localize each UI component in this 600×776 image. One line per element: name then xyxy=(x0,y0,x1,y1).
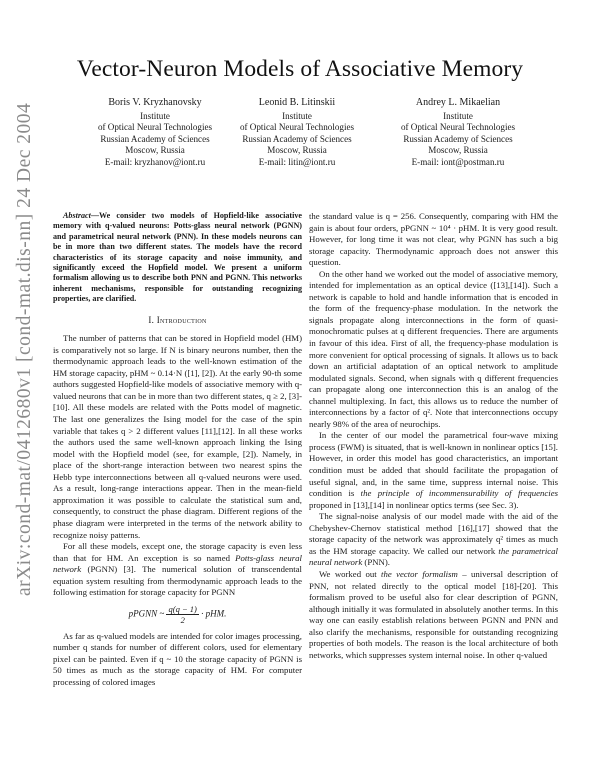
equation-fraction xyxy=(166,604,198,625)
author-name: Boris V. Kryzhanovsky xyxy=(108,97,202,108)
author-affil: Russian Academy of Sciences xyxy=(242,133,352,144)
author-name: Leonid B. Litinskii xyxy=(258,97,336,108)
author-email[interactable]: E-mail: kryzhanov@iont.ru xyxy=(104,156,206,167)
author-location: Moscow, Russia xyxy=(267,145,327,156)
author-affil: Institute xyxy=(443,110,473,121)
author-affil: of Optical Neural Technologies xyxy=(239,122,355,133)
paragraph-text: (PNN). xyxy=(362,557,390,568)
arxiv-id[interactable]: arXiv:cond-mat/0412680v1 [cond-mat.dis-nn] 24 Dec 2004 xyxy=(14,102,35,596)
paragraph-text: In the center of our model the parametrical four-wave mixing process (FWM) is situated, that is well-known in nonlinear optics [15]. However, in order this model has good characteristics, an important condition must be added that should facilitate the propagation of useful signal, and, in the same time, suppress internal noise. This condition is xyxy=(309,430,558,499)
author-location: Moscow, Russia xyxy=(428,145,488,156)
paragraph xyxy=(53,541,302,599)
emphasis: the parametrical neural network xyxy=(309,545,558,568)
paragraph-text: – universal description of PNN, not related directly to the optical model [18]-[20]. This formalism proved to be useful also for clear description of PGNN, although initially it was formulated in absolutely another terms. In this way one can easily establish relations between PGNN and PNN and also clarify the mechanisms, responsible for outstanding recognizing properties of both models. The reason is the local architecture of both networks, which suppresses system internal noise. In other q-valued xyxy=(309,568,558,660)
author-affil: Russian Academy of Sciences xyxy=(403,133,513,144)
abstract-text: —We consider two models of Hopfield-like associative memory with q-valued neurons: Potts-glass neural network (PGNN) and parametrical neural network (PNN). In these models neurons can be in more than two different states. The models have the record characteristics of its storage capacity and noise immunity, and significantly exceed the Hopfield model. We present a uniform formalism allowing us to describe both PNN and PGNN. This networks inherent mechanisms, responsible for outstanding recognizing properties, are clarified. xyxy=(53,211,302,304)
paragraph xyxy=(309,569,558,661)
paragraph-text: For all these models, except one, the storage capacity is even less than that for HM. An exception is so named xyxy=(53,541,302,563)
left-column xyxy=(53,211,302,689)
author-2 xyxy=(222,97,372,169)
paragraph: As far as q-valued models are intended for color images processing, number q stands for number of different colors, used for elementary pixel can be painted. Even if q ~ 10 the storage capacity of PGNN is 50 times as much as the storage capacity of HM. For computer processing of colored images xyxy=(53,630,302,687)
abstract-label: Abstract xyxy=(63,211,91,220)
fraction-numerator: q(q − 1) xyxy=(168,603,197,614)
author-location: Moscow, Russia xyxy=(125,145,185,156)
paragraph: On the other hand we worked out the model of associative memory, intended for implementation as an optical device ([13],[14]). Such a network is capable to hold and handle information that is encoded in the form of the frequency-phase modulation. In the network the signals propagate along interconnections in the form of quasi-monochromatic pulses at q different frequencies. There are arguments in favour of this idea. First of all, the frequency-phase modulation is more convenient for optical processing of signals. It allows us to back down an artificial adaptation of an optical network to amplitude modulated signals. Second, when signals with q different frequencies can propagate along one interconnection this is an analog of the channel multiplexing. In fact, this allows us to reduce the number of interconnections by a factor of q². Note that interconnections occupy nearly 98% of the area of neurochips. xyxy=(309,268,558,429)
equation-lhs: pPGNN ~ xyxy=(128,608,165,619)
paragraph-text: proponed in [13],[14] in nonlinear optics terms (see Sec. 3). xyxy=(309,499,519,510)
emphasis: the vector formalism xyxy=(381,568,458,579)
fraction-denominator: 2 xyxy=(180,614,185,625)
author-email[interactable]: E-mail: iont@postman.ru xyxy=(411,156,505,167)
author-affil: of Optical Neural Technologies xyxy=(97,122,213,133)
paragraph: The number of patterns that can be stored in Hopfield model (HM) is comparatively not so large. If N is binary neurons number, then the thermodynamic approach leads to the well-known estimation of the HM storage capacity, pHM ~ 0.14·N ([1], [2]). At the early 90-th some authors suggested Hopfield-like models of associative memory with q-valued neurons that can be in more than two different states, q ≥ 2, [3]-[10]. All these models are related with the Potts model of magnetic. The last one generalizes the Ising model for the case of the spin variable that takes q > 2 different values [11],[12]. In all these works the authors used the same well-known approach linking the Ising model with the Hopfield model (see, for example, [2]). Namely, in place of the short-range interaction between two nearest spins the Hebb type interconnections between all q-valued neurons were used. As a result, long-range interactions appear. Then in the mean-field approximation it was possible to calculate the statistical sum and, consequently, to construct the phase diagram. Different regions of the phase diagram were interpreted in the terms of the network ability to recognize noisy patterns. xyxy=(53,333,302,540)
author-1 xyxy=(80,97,230,169)
paragraph-text: (PGNN) [3]. The numerical solution of transcendental equation system resulting from thermodynamic approach leads to the following estimation for storage capacity for PGNN xyxy=(53,564,302,598)
paragraph: the standard value is q = 256. Consequently, comparing with HM the gain is about four orders, pPGNN ~ 10⁴ · pHM. It is very good result. However, for long time it was not clear, why PGNN has such a big storage capacity. Thermodynamic approach does not answer this question. xyxy=(309,211,558,268)
author-3 xyxy=(383,97,533,169)
paragraph xyxy=(309,511,558,569)
right-column xyxy=(309,211,558,661)
equation-rhs: · pHM. xyxy=(201,608,227,619)
equation xyxy=(53,604,302,625)
author-affil: Institute xyxy=(140,110,170,121)
arxiv-sidebar xyxy=(8,102,42,596)
paragraph-text: The signal-noise analysis of our model made with the aid of the Chebyshev-Chernov statistical method [16],[17] showed that the storage capacity of the network was approximately q² times as much as the HM storage capacity. We called our network xyxy=(309,511,558,556)
emphasis: Potts-glass neural network xyxy=(53,552,302,575)
abstract xyxy=(53,211,302,305)
section-heading: I. Introduction xyxy=(148,314,207,325)
emphasis: the principle of incommensurability of frequencies xyxy=(360,488,559,499)
author-affil: Russian Academy of Sciences xyxy=(100,133,210,144)
paper-title: Vector-Neuron Models of Associative Memory xyxy=(76,56,524,82)
author-name: Andrey L. Mikaelian xyxy=(415,97,501,108)
paragraph xyxy=(309,430,558,511)
author-affil: of Optical Neural Technologies xyxy=(400,122,516,133)
author-affil: Institute xyxy=(282,110,312,121)
author-email[interactable]: E-mail: litin@iont.ru xyxy=(258,156,336,167)
paragraph-text: We worked out xyxy=(319,568,382,579)
